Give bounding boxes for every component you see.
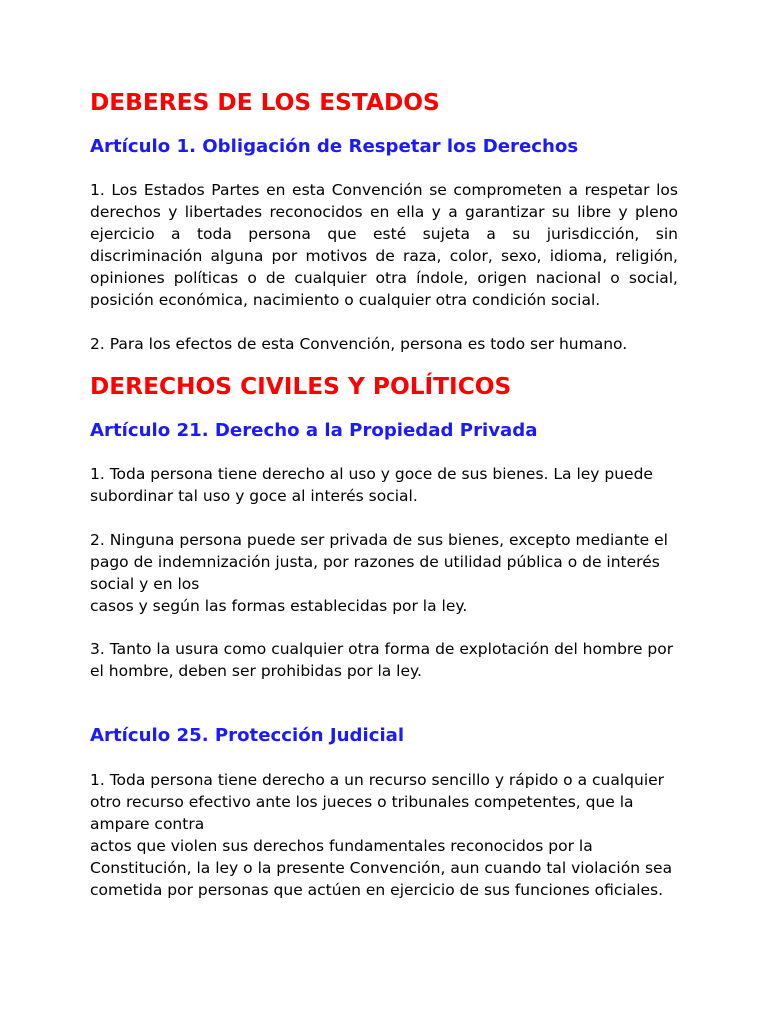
article-25-paragraph-1-line-1: 1. Toda persona tiene derecho a un recurso sencillo y rápido o a cualquier otro recurso efectivo ante los jueces o tribunales competentes, que la ampare contra bbox=[90, 770, 665, 833]
article-1-paragraph-1-text: 1. Los Estados Partes en esta Convención se comprometen a respetar los derechos y libertades reconocidos en ella y a garantizar su libre y pleno ejercicio a toda persona que esté sujeta a su jurisdicción, sin discriminación alguna por motivos de raza, color, sexo, idioma, religión, opiniones políticas o de cualquier otra índole, origen nacional o social, posición económica, nacimiento o cualquier otra condición social. bbox=[90, 181, 678, 309]
article-21-paragraph-2-line-2: casos y según las formas establecidas por la ley. bbox=[90, 596, 468, 615]
article-25-title: Artículo 25. Protección Judicial bbox=[90, 725, 405, 746]
document-page bbox=[90, 89, 678, 901]
article-25-paragraph-1 bbox=[90, 769, 678, 901]
article-1-paragraph-1 bbox=[90, 179, 678, 311]
article-21-title: Artículo 21. Derecho a la Propiedad Privada bbox=[90, 419, 538, 441]
article-1-paragraph-2 bbox=[90, 333, 678, 355]
article-25-paragraph-1-line-2: actos que violen sus derechos fundamentales reconocidos por la Constitución, la ley o la presente Convención, aun cuando tal violación sea cometida por personas que actúen en ejercicio de sus funciones oficiales. bbox=[90, 836, 673, 899]
article-1-paragraph-2-text: 2. Para los efectos de esta Convención, persona es todo ser humano. bbox=[90, 334, 628, 353]
article-21-paragraph-3 bbox=[90, 638, 678, 682]
article-21-paragraph-2-line-1: 2. Ninguna persona puede ser privada de sus bienes, excepto mediante el pago de indemnización justa, por razones de utilidad pública o de interés social y en los bbox=[90, 530, 668, 593]
article-21-paragraph-1 bbox=[90, 463, 678, 507]
section-heading-derechos-civiles: DERECHOS CIVILES Y POLÍTICOS bbox=[90, 373, 512, 400]
article-21-paragraph-1-text: 1. Toda persona tiene derecho al uso y goce de sus bienes. La ley puede subordinar tal uso y goce al interés social. bbox=[90, 465, 653, 505]
article-1-title: Artículo 1. Obligación de Respetar los Derechos bbox=[90, 135, 579, 157]
section-heading-deberes: DEBERES DE LOS ESTADOS bbox=[90, 89, 440, 116]
article-21-paragraph-3-text: 3. Tanto la usura como cualquier otra forma de explotación del hombre por el hombre, deben ser prohibidas por la ley. bbox=[90, 640, 674, 680]
article-21-paragraph-2 bbox=[90, 529, 678, 617]
